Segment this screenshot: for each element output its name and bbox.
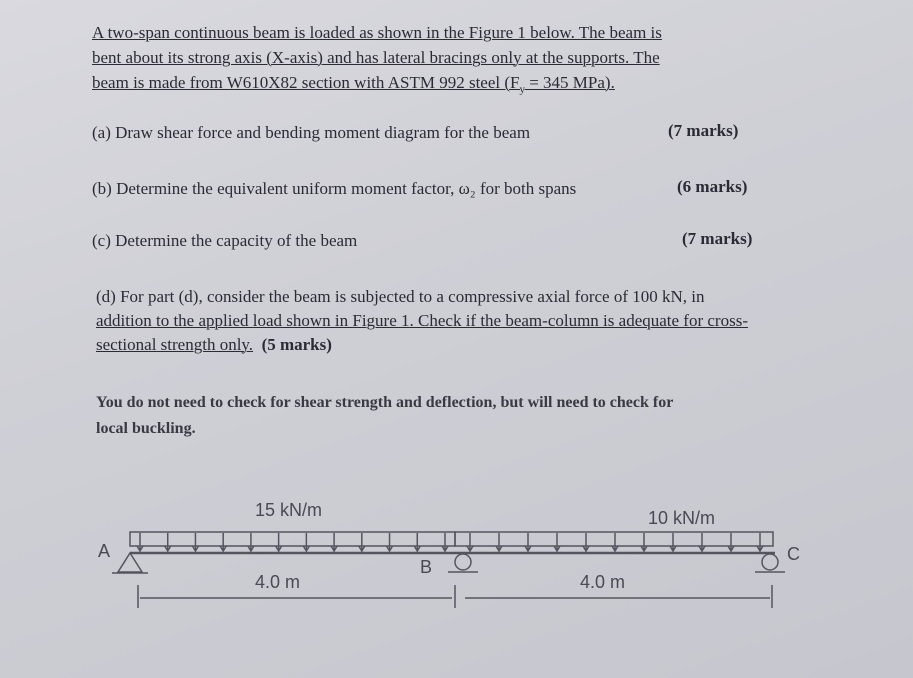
- load-arrow: [583, 533, 589, 551]
- load-arrow: [248, 533, 254, 551]
- udl-left-arrows: [137, 533, 448, 551]
- load-left-label: 15 kN/m: [255, 500, 323, 520]
- load-arrow: [331, 533, 337, 551]
- load-arrow: [359, 533, 365, 551]
- load-right-label: 10 kN/m: [648, 508, 716, 528]
- note-line-2: local buckling.: [96, 420, 196, 437]
- question-d-line-3-text: sectional strength only.: [96, 335, 254, 354]
- load-arrow: [641, 533, 647, 551]
- udl-left-box: [130, 532, 455, 546]
- load-arrow: [414, 533, 420, 551]
- support-b-label: B: [420, 557, 433, 577]
- question-a: (a) Draw shear force and bending moment diagram for the beam: [92, 123, 531, 142]
- load-arrow: [612, 533, 618, 551]
- load-arrow: [467, 533, 473, 551]
- intro-line-2-text: bent about its strong axis (X-axis) and has lateral bracings only at the supports. The: [92, 48, 660, 67]
- load-arrow: [276, 533, 282, 551]
- question-c: (c) Determine the capacity of the beam: [92, 231, 358, 250]
- intro-line-3-b: = 345 MPa).: [524, 73, 615, 92]
- load-arrow: [165, 533, 171, 551]
- question-a-marks: (7 marks): [668, 121, 739, 140]
- support-c-roller: [755, 554, 785, 572]
- span-left-label: 4.0 m: [255, 572, 301, 592]
- udl-right-arrows: [467, 533, 763, 551]
- question-d-line-2-text: addition to the applied load shown in Figure 1. Check if the beam-column is adequate for cross-: [96, 311, 748, 330]
- load-arrow: [220, 533, 226, 551]
- question-b: (b) Determine the equivalent uniform moment factor, ω₂ for both spans: [92, 179, 577, 198]
- load-arrow: [757, 533, 763, 551]
- support-b-roller: [448, 554, 478, 572]
- load-arrow: [699, 533, 705, 551]
- question-d-marks: (5 marks): [261, 335, 332, 354]
- intro-fy-subscript: y: [519, 83, 525, 96]
- question-c-marks: (7 marks): [682, 229, 753, 248]
- load-arrow: [442, 533, 448, 551]
- note-line-1: You do not need to check for shear strength and deflection, but will need to check for: [96, 394, 674, 411]
- load-arrow: [525, 533, 531, 551]
- load-arrow: [728, 533, 734, 551]
- load-arrow: [303, 533, 309, 551]
- span-right-label: 4.0 m: [580, 572, 626, 592]
- intro-line-3-a: beam is made from W610X82 section with ASTM 992 steel (F: [92, 73, 520, 92]
- load-arrow: [670, 533, 676, 551]
- support-a-label: A: [98, 541, 111, 561]
- intro-line-1-text: A two-span continuous beam is loaded as shown in the Figure 1 below. The beam is: [92, 23, 662, 42]
- load-arrow: [387, 533, 393, 551]
- support-a-pin: [112, 553, 148, 573]
- load-arrow: [137, 533, 143, 551]
- support-c-label: C: [787, 544, 800, 564]
- load-arrow: [496, 533, 502, 551]
- question-d-line-1: (d) For part (d), consider the beam is subjected to a compressive axial force of 100 kN, in: [96, 287, 705, 306]
- question-b-marks: (6 marks): [677, 177, 748, 196]
- load-arrow: [554, 533, 560, 551]
- load-arrow: [192, 533, 198, 551]
- udl-right-box: [455, 532, 773, 546]
